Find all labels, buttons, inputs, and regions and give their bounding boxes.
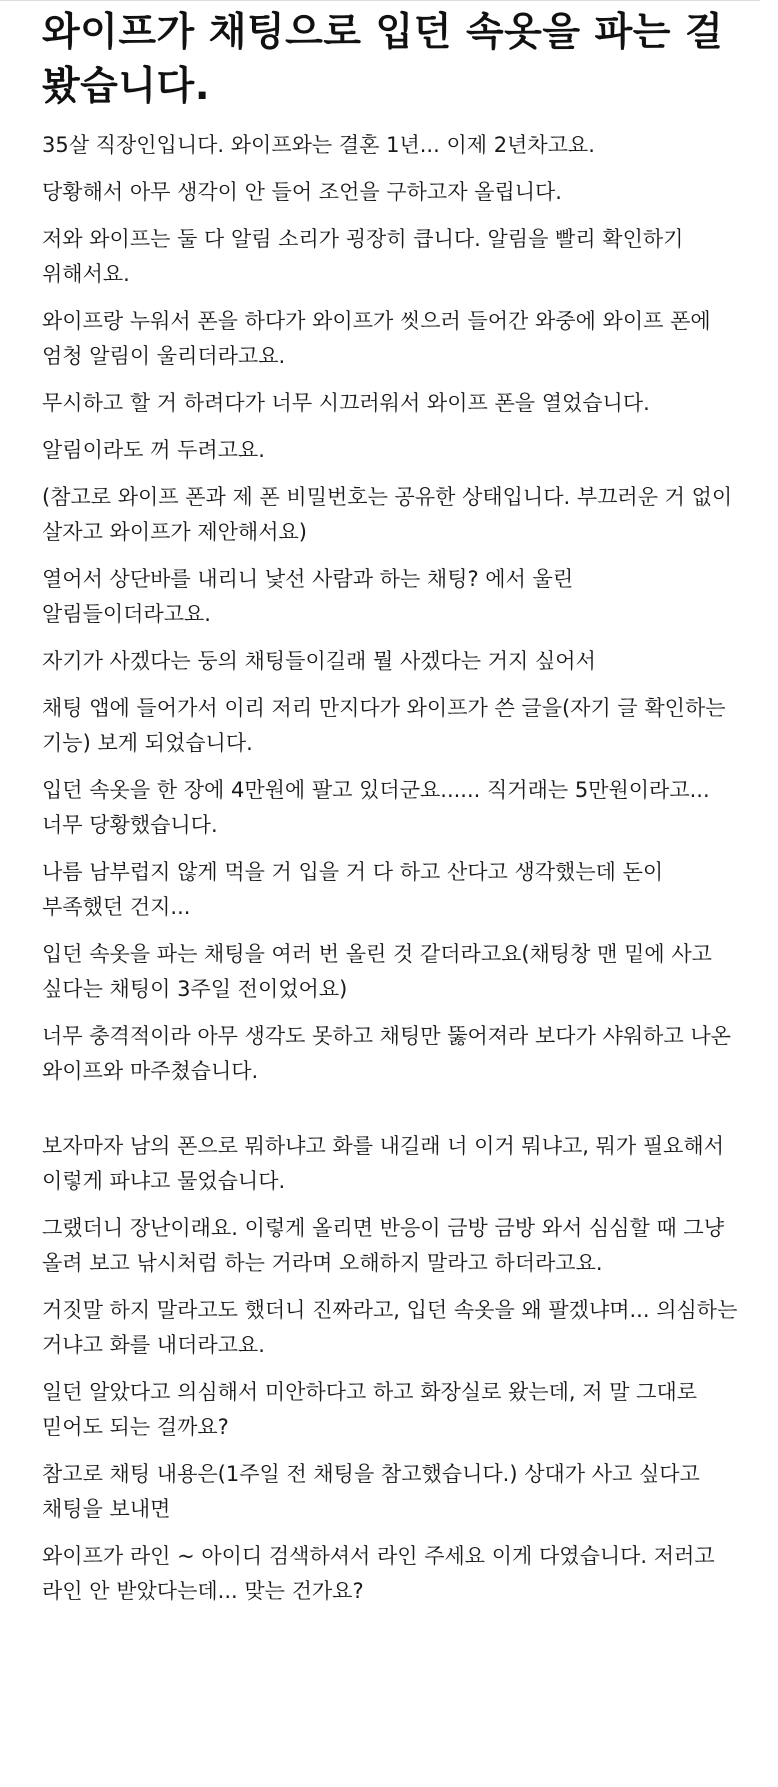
article: [42, 6, 742, 1621]
paragraph: (참고로 와이프 폰과 제 폰 비밀번호는 공유한 상태입니다. 부끄러운 거 없이 살자고 와이프가 제안해서요): [42, 485, 733, 544]
paragraph: 자기가 사겠다는 둥의 채팅들이길래 뭘 사겠다는 거지 싶어서: [42, 649, 596, 673]
paragraph: 와이프랑 누워서 폰을 하다가 와이프가 씻으러 들어간 와중에 와이프 폰에 엄청 알림이 울리더라고요.: [42, 309, 711, 368]
paragraph: 채팅 앱에 들어가서 이리 저리 만지다가 와이프가 쓴 글을(자기 글 확인하는 기능) 보게 되었습니다.: [42, 696, 726, 755]
paragraph: 35살 직장인입니다. 와이프와는 결혼 1년... 이제 2년차고요.: [42, 133, 595, 157]
paragraph: 거짓말 하지 말라고도 했더니 진짜라고, 입던 속옷을 왜 팔겠냐며... 의심하는 거냐고 화를 내더라고요.: [42, 1298, 738, 1357]
paragraph: 입던 속옷을 파는 채팅을 여러 번 올린 것 같더라고요(채팅창 맨 밑에 사고 싶다는 채팅이 3주일 전이었어요): [42, 942, 712, 1001]
paragraph: 참고로 채팅 내용은(1주일 전 채팅을 참고했습니다.) 상대가 사고 싶다고 채팅을 보내면: [42, 1462, 700, 1521]
paragraph: 보자마자 남의 폰으로 뭐하냐고 화를 내길래 너 이거 뭐냐고, 뭐가 필요해서 이렇게 파냐고 물었습니다.: [42, 1134, 725, 1193]
paragraph: 너무 충격적이라 아무 생각도 못하고 채팅만 뚫어져라 보다가 샤워하고 나온 와이프와 마주쳤습니다.: [42, 1024, 731, 1083]
paragraph: 알림이라도 꺼 두려고요.: [42, 438, 265, 462]
paragraph: 저와 와이프는 둘 다 알림 소리가 굉장히 큽니다. 알림을 빨리 확인하기 위해서요.: [42, 227, 684, 286]
top-divider: [0, 0, 760, 1]
paragraph: 일던 알았다고 의심해서 미안하다고 하고 화장실로 왔는데, 저 말 그대로 믿어도 되는 걸까요?: [42, 1380, 698, 1439]
paragraph: 입던 속옷을 한 장에 4만원에 팔고 있더군요...... 직거래는 5만원이라고... 너무 당황했습니다.: [42, 778, 710, 837]
article-title: 와이프가 채팅으로 입던 속옷을 파는 걸 봤습니다.: [42, 10, 724, 109]
paragraph: 무시하고 할 거 하려다가 너무 시끄러워서 와이프 폰을 열었습니다.: [42, 391, 650, 415]
paragraph: 와이프가 라인 ~ 아이디 검색하셔서 라인 주세요 이게 다였습니다. 저러고 라인 안 받았다는데... 맞는 건가요?: [42, 1544, 715, 1603]
paragraph: 열어서 상단바를 내리니 낯선 사람과 하는 채팅? 에서 울린 알림들이더라고요.: [42, 567, 574, 626]
paragraph: 나름 남부럽지 않게 먹을 거 입을 거 다 하고 산다고 생각했는데 돈이 부족했던 건지...: [42, 860, 664, 919]
paragraph: 그랬더니 장난이래요. 이렇게 올리면 반응이 금방 금방 와서 심심할 때 그냥 올려 보고 낚시처럼 하는 거라며 오해하지 말라고 하더라고요.: [42, 1216, 725, 1275]
paragraph: 당황해서 아무 생각이 안 들어 조언을 구하고자 올립니다.: [42, 180, 562, 204]
blank-line: [42, 1101, 742, 1129]
